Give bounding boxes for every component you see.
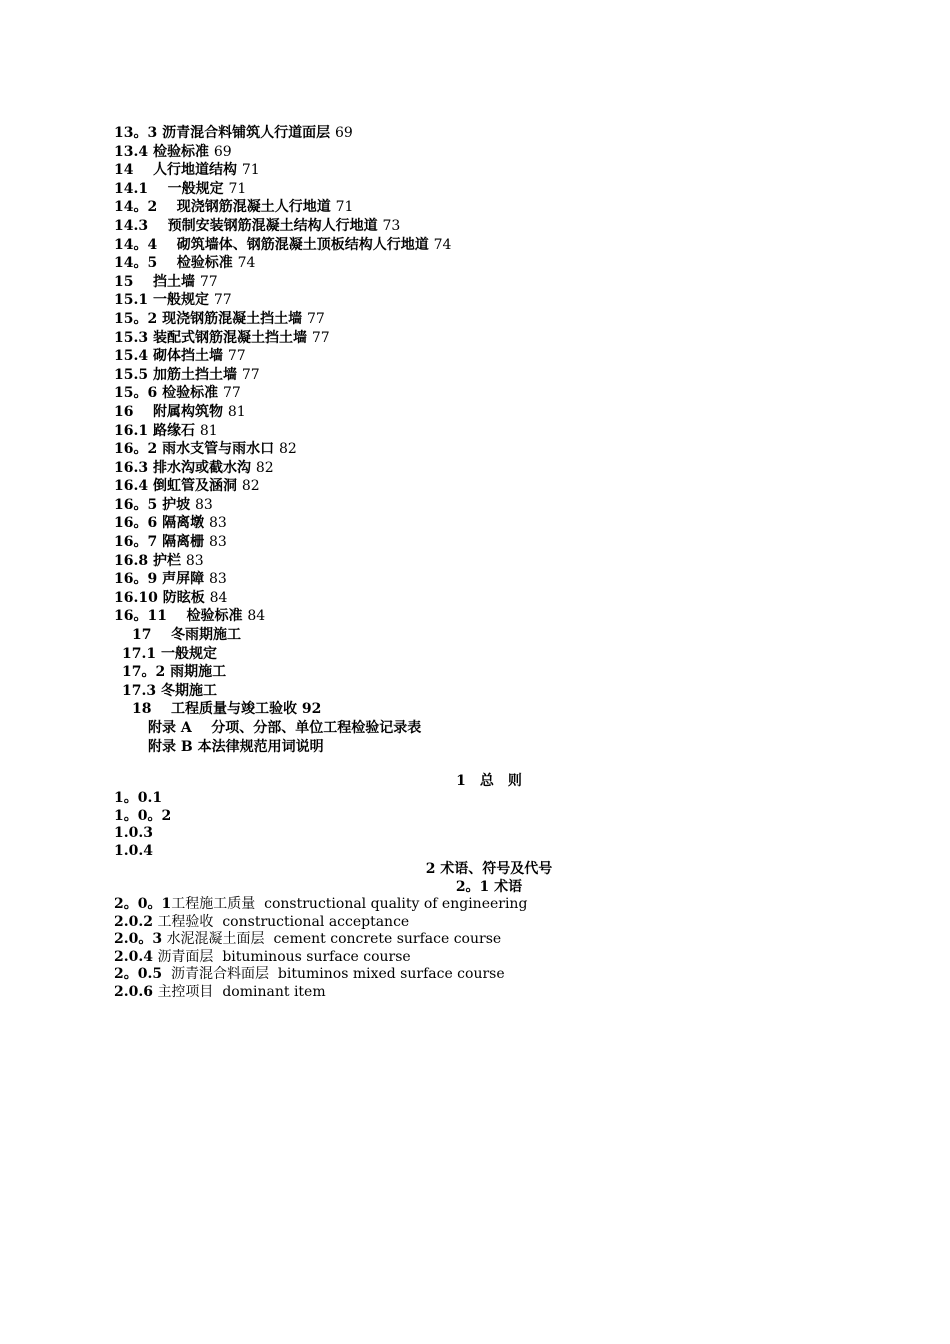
toc-entry[interactable]: 15。6 检验标准 77	[114, 385, 241, 402]
toc-entry[interactable]: 16。6 隔离墩 83	[114, 515, 227, 532]
toc-entry[interactable]: 14 人行地道结构 71	[114, 162, 260, 179]
toc-entry[interactable]: 16.4 倒虹管及涵洞 82	[114, 478, 260, 495]
term-2-0-1: 2。0。1工程施工质量 constructional quality of engineering	[114, 896, 528, 912]
clause-1-0-4: 1.0.4	[114, 842, 153, 859]
table-of-contents	[114, 124, 451, 756]
toc-entry[interactable]: 17。2 雨期施工	[122, 664, 227, 681]
term-2-0-4: 2.0.4 沥青面层 bituminous surface course	[114, 948, 411, 965]
clause-1-0-1: 1。0.1	[114, 790, 163, 806]
term-2-0-3: 2.0。3 水泥混凝土面层 cement concrete surface course	[114, 931, 502, 947]
toc-entry[interactable]: 16.10 防眩板 84	[114, 589, 228, 606]
toc-entry[interactable]: 14。5 检验标准 74	[114, 255, 256, 272]
toc-entry[interactable]: 16。7 隔离栅 83	[114, 534, 227, 551]
toc-entry[interactable]: 16。2 雨水支管与雨水口 82	[114, 441, 297, 458]
toc-entry[interactable]: 18 工程质量与竣工验收 92	[132, 701, 322, 718]
toc-entry[interactable]: 16 附属构筑物 81	[114, 403, 246, 420]
toc-entry[interactable]: 16.1 路缘石 81	[114, 422, 218, 439]
toc-entry[interactable]: 14.1 一般规定 71	[114, 180, 247, 197]
toc-entry[interactable]: 14.3 预制安装钢筋混凝土结构人行地道 73	[114, 217, 401, 234]
toc-entry[interactable]: 17.3 冬期施工	[122, 682, 217, 699]
document-body	[114, 772, 864, 1001]
toc-entry[interactable]: 17.1 一般规定	[122, 645, 217, 662]
term-2-0-2: 2.0.2 工程验收 constructional acceptance	[114, 913, 410, 930]
clause-1-0-2: 1。0。2	[114, 807, 172, 824]
toc-entry[interactable]: 15.3 装配式钢筋混凝土挡土墙 77	[114, 329, 330, 346]
term-2-0-6: 2.0.6 主控项目 dominant item	[114, 983, 326, 1000]
toc-entry[interactable]: 14。4 砌筑墙体、钢筋混凝土顶板结构人行地道 74	[114, 236, 452, 253]
chapter-2-heading: 2 术语、符号及代号	[425, 861, 553, 877]
clause-1-0-3: 1.0.3	[114, 825, 153, 841]
toc-entry[interactable]: 14。2 现浇钢筋混凝土人行地道 71	[114, 199, 354, 216]
toc-entry[interactable]: 16.3 排水沟或截水沟 82	[114, 459, 274, 476]
toc-entry[interactable]: 17 冬雨期施工	[132, 627, 241, 644]
toc-entry[interactable]: 13。3 沥青混合料铺筑人行道面层 69	[114, 125, 353, 141]
toc-entry[interactable]: 15.1 一般规定 77	[114, 292, 232, 309]
toc-entry[interactable]: 15。2 现浇钢筋混凝土挡土墙 77	[114, 310, 325, 327]
chapter-1-heading: 1 总 则	[456, 773, 522, 789]
section-2-1-heading: 2。1 术语	[455, 879, 523, 895]
toc-entry[interactable]: 16。5 护坡 83	[114, 496, 213, 513]
toc-entry[interactable]: 13.4 检验标准 69	[114, 143, 232, 160]
toc-entry[interactable]: 附录 B 本法律规范用词说明	[148, 738, 324, 755]
toc-entry[interactable]: 附录 A 分项、分部、单位工程检验记录表	[148, 720, 422, 736]
toc-entry[interactable]: 16.8 护栏 83	[114, 552, 204, 569]
toc-entry[interactable]: 16。9 声屏障 83	[114, 571, 227, 588]
term-2-0-5: 2。0.5 沥青混合料面层 bituminos mixed surface course	[114, 966, 505, 982]
toc-entry[interactable]: 15.4 砌体挡土墙 77	[114, 348, 246, 365]
toc-entry[interactable]: 16。11 检验标准 84	[114, 608, 266, 625]
toc-entry[interactable]: 15.5 加筋土挡土墙 77	[114, 366, 260, 383]
toc-entry[interactable]: 15 挡土墙 77	[114, 273, 218, 290]
